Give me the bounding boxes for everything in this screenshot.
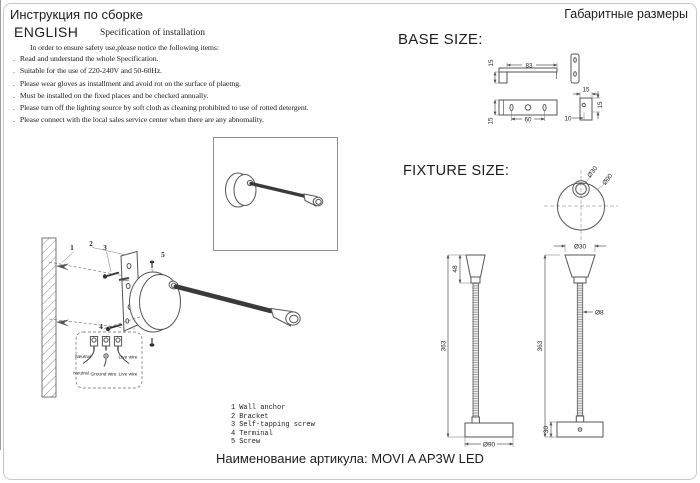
fixture-top-view [544,165,618,243]
callout-screw: 5 [161,251,165,259]
bullet: . [13,90,15,100]
part-row [231,438,315,447]
part-num: 4 [231,429,236,438]
safety-item-text: Please connect with the local sales service center when there are any abnomality. [19,115,264,125]
dim-total-height-right: 363 [537,340,544,352]
part-name: Screw [239,438,261,447]
dim-end-width: 15 [582,86,590,94]
base-plate-view [488,100,558,125]
assembly-diagram [35,235,345,403]
part-num: 2 [231,412,236,421]
lamp-body [130,272,181,332]
safety-item-text: Please turn off the lighting source by soft cloth as cleaning prohibited to use of rotted detergent. [19,103,309,113]
safety-item [13,54,309,66]
dim-hole-spacing: 60 [524,116,532,124]
part-num: 5 [231,438,236,447]
label-neutral-top: Neutral [75,355,91,360]
part-num: 1 [231,404,236,412]
assembled-lamp-inset [213,137,338,251]
label-live-wire-top: Live wire [118,355,138,361]
base-end-view [564,87,604,123]
fixture-size-heading: FIXTURE SIZE: [403,163,510,179]
part-name: Bracket [239,412,269,421]
safety-item [13,66,309,78]
dim-plate-height: 15 [487,117,495,125]
bullet: . [13,78,15,88]
dim-total-height-left: 363 [440,340,448,352]
safety-item [13,79,309,91]
safety-item-text: Suitable for the use of 220-240V and 50-60Hz. [19,66,163,76]
section-divider [0,0,1,450]
callout-bracket: 2 [89,240,93,248]
base-side-view [488,59,557,83]
safety-item-text: Must be installed on the fixed places and be checked annually. [19,90,209,100]
part-name: Terminal [239,429,273,438]
flex-tube [577,283,582,416]
safety-item-text: Please wear gloves as installment and avoid rot on the surface of plaetng. [19,78,241,88]
label-ground-wire: Ground wire [90,372,117,378]
bottom-screw [150,338,155,347]
dim-top-base-dia: Ø90 [601,172,615,187]
bullet: . [13,66,15,76]
part-name: Wall anchor [239,404,286,412]
dim-end-offset: 10 [564,115,572,123]
safety-item-text: Read and understand the whole Specification. [19,54,159,63]
callout-terminal: 4 [99,323,103,331]
part-row [231,413,315,422]
title-assembly-instructions: Инструкция по сборке [10,7,143,22]
wall-anchor [56,320,69,327]
fixture-side-view [537,244,606,438]
dim-top-head-dia: Ø30 [586,165,600,180]
dim-base-height: 15 [488,59,495,67]
callout-self-tapping-screw: 3 [103,244,107,252]
safety-item [13,103,309,115]
safety-items-list [13,54,309,128]
terminal-detail [73,332,142,388]
dim-head-height: 48 [452,265,459,273]
terminal-block [83,337,129,367]
dim-base-height: 30 [543,425,550,434]
dim-tube-dia: Ø8 [595,309,604,317]
safety-intro: In order to ensure safety use,please notice the following items: [30,43,219,52]
base-size-drawing [480,50,650,135]
fixture-front-view [441,255,514,449]
lamp-head [271,309,300,327]
safety-item [13,91,309,103]
flex-arm [176,287,271,312]
bullet: . [13,103,15,113]
callout-wall-anchor: 1 [70,244,74,252]
part-name: Self-tapping screw [239,421,315,430]
part-row [231,430,315,439]
flex-arm [251,184,304,197]
parts-list [231,404,315,447]
bullet: . [13,115,15,125]
base-profile-view [571,54,579,83]
wall [42,238,56,397]
spec-subtitle: Specification of installation [100,28,206,38]
part-num: 3 [231,421,236,430]
wall-anchor [56,264,69,271]
safety-item [13,115,309,127]
part-row [231,404,315,413]
part-row [231,421,315,430]
language-heading: ENGLISH [14,24,79,40]
base-size-heading: BASE SIZE: [398,31,483,48]
dim-head-dia-front: Ø30 [573,243,587,251]
label-live-wire-bottom: Live wire [118,372,138,378]
title-overall-dimensions: Габаритные размеры [564,7,688,21]
label-neutral-bottom: Neutral [73,371,89,377]
dim-base-dia: Ø90 [482,441,496,449]
dim-base-length: 83 [525,62,533,70]
dim-end-height: 15 [597,101,604,109]
flex-tube [473,283,478,417]
article-name: Наименование артикула: MOVI A AP3W LED [216,451,484,466]
fixture-size-drawing [440,160,660,460]
bullet: . [13,54,15,63]
